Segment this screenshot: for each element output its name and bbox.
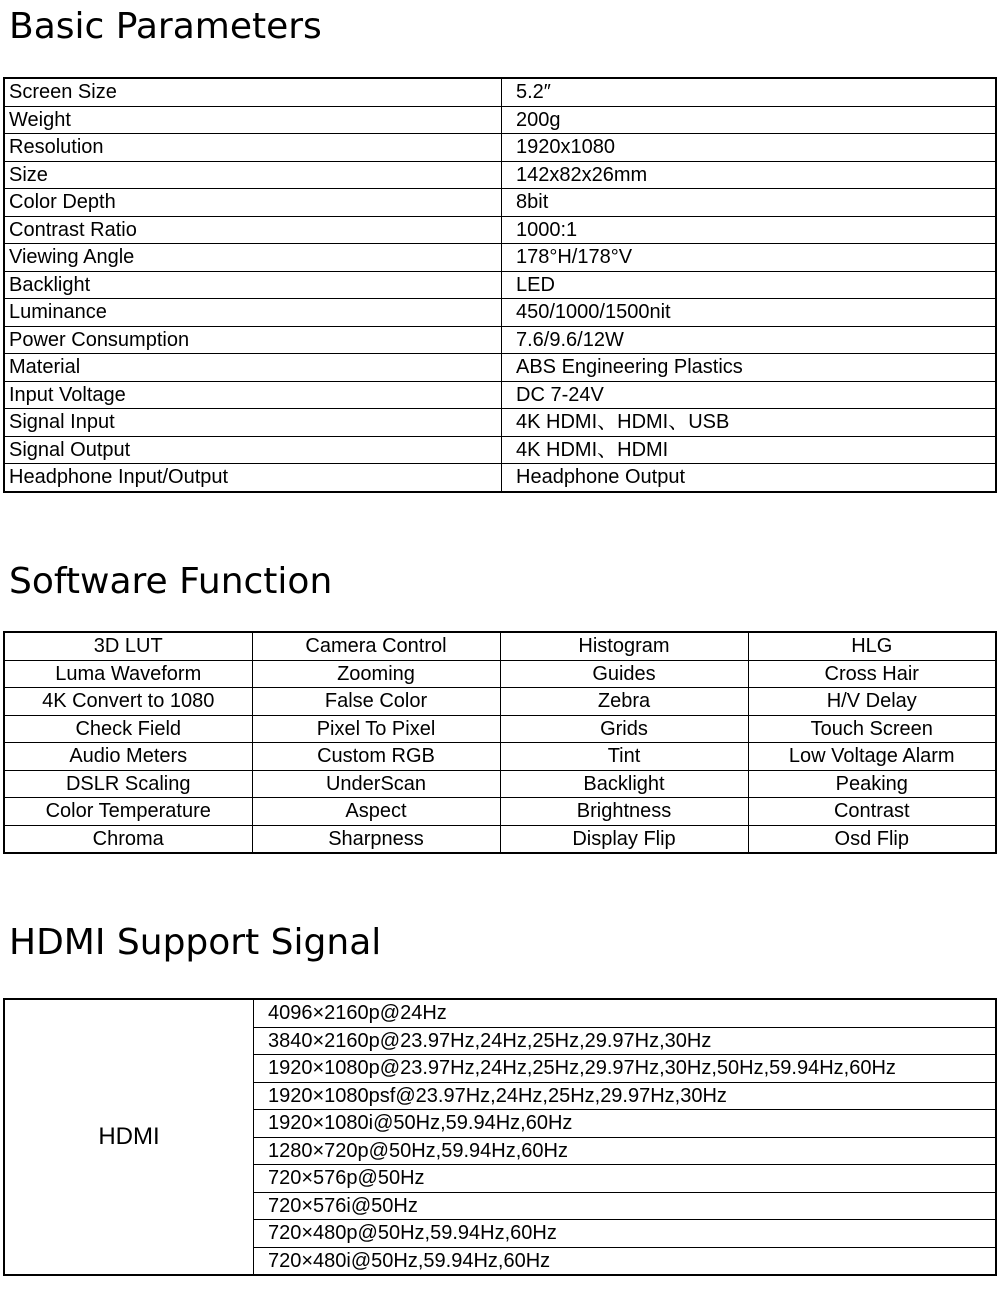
- software-function-title: Software Function: [9, 561, 333, 602]
- parameter-name: Resolution: [4, 134, 502, 162]
- basic-parameters-body: [4, 78, 996, 492]
- parameter-name: Backlight: [4, 271, 502, 299]
- function-cell: Custom RGB: [252, 743, 500, 771]
- function-cell: False Color: [252, 688, 500, 716]
- function-cell: H/V Delay: [748, 688, 996, 716]
- function-cell: Camera Control: [252, 632, 500, 660]
- function-cell: HLG: [748, 632, 996, 660]
- hdmi-support-title: HDMI Support Signal: [9, 922, 382, 963]
- basic-parameters-title: Basic Parameters: [9, 6, 322, 47]
- parameter-name: Luminance: [4, 299, 502, 327]
- hdmi-support-table: [3, 998, 997, 1276]
- function-cell: 4K Convert to 1080: [4, 688, 252, 716]
- parameter-value: 1000:1: [502, 216, 997, 244]
- function-cell: Display Flip: [500, 825, 748, 853]
- parameter-value: LED: [502, 271, 997, 299]
- parameter-name: Input Voltage: [4, 381, 502, 409]
- parameter-value: 200g: [502, 106, 997, 134]
- hdmi-label: HDMI: [4, 999, 254, 1275]
- parameter-value: 8bit: [502, 189, 997, 217]
- function-cell: Audio Meters: [4, 743, 252, 771]
- signal-format: 1920×1080psf@23.97Hz,24Hz,25Hz,29.97Hz,30Hz: [254, 1082, 997, 1110]
- parameter-value: 7.6/9.6/12W: [502, 326, 997, 354]
- function-cell: 3D LUT: [4, 632, 252, 660]
- software-function-body: [4, 632, 996, 853]
- table-row: [4, 464, 996, 492]
- parameter-name: Signal Input: [4, 409, 502, 437]
- parameter-name: Material: [4, 354, 502, 382]
- parameter-name: Weight: [4, 106, 502, 134]
- table-row: [4, 326, 996, 354]
- table-row: [4, 798, 996, 826]
- table-row: [4, 106, 996, 134]
- parameter-value: 1920x1080: [502, 134, 997, 162]
- table-row: [4, 78, 996, 106]
- signal-format: 720×480i@50Hz,59.94Hz,60Hz: [254, 1247, 997, 1275]
- function-cell: Pixel To Pixel: [252, 715, 500, 743]
- table-row: [4, 688, 996, 716]
- table-row: [4, 436, 996, 464]
- table-row: [4, 299, 996, 327]
- signal-format: 3840×2160p@23.97Hz,24Hz,25Hz,29.97Hz,30Hz: [254, 1027, 997, 1055]
- parameter-value: 4K HDMI、HDMI: [502, 436, 997, 464]
- function-cell: Touch Screen: [748, 715, 996, 743]
- table-row: [4, 715, 996, 743]
- signal-format: 720×480p@50Hz,59.94Hz,60Hz: [254, 1220, 997, 1248]
- function-cell: DSLR Scaling: [4, 770, 252, 798]
- table-row: [4, 743, 996, 771]
- parameter-name: Headphone Input/Output: [4, 464, 502, 492]
- table-row: [4, 409, 996, 437]
- parameter-name: Power Consumption: [4, 326, 502, 354]
- function-cell: Osd Flip: [748, 825, 996, 853]
- signal-format: 1920×1080i@50Hz,59.94Hz,60Hz: [254, 1110, 997, 1138]
- function-cell: Aspect: [252, 798, 500, 826]
- basic-parameters-table: [3, 77, 997, 493]
- function-cell: Luma Waveform: [4, 660, 252, 688]
- table-row: [4, 770, 996, 798]
- parameter-value: 4K HDMI、HDMI、USB: [502, 409, 997, 437]
- parameter-value: 450/1000/1500nit: [502, 299, 997, 327]
- parameter-value: DC 7-24V: [502, 381, 997, 409]
- parameter-name: Viewing Angle: [4, 244, 502, 272]
- function-cell: Grids: [500, 715, 748, 743]
- parameter-name: Color Depth: [4, 189, 502, 217]
- function-cell: Peaking: [748, 770, 996, 798]
- function-cell: Chroma: [4, 825, 252, 853]
- function-cell: Color Temperature: [4, 798, 252, 826]
- function-cell: Histogram: [500, 632, 748, 660]
- table-row: [4, 632, 996, 660]
- parameter-name: Screen Size: [4, 78, 502, 106]
- table-row: [4, 134, 996, 162]
- table-row: [4, 189, 996, 217]
- function-cell: UnderScan: [252, 770, 500, 798]
- function-cell: Cross Hair: [748, 660, 996, 688]
- table-row: [4, 381, 996, 409]
- table-row: [4, 354, 996, 382]
- parameter-name: Contrast Ratio: [4, 216, 502, 244]
- software-function-table: [3, 631, 997, 854]
- parameter-value: 5.2″: [502, 78, 997, 106]
- table-row: [4, 216, 996, 244]
- signal-format: 720×576p@50Hz: [254, 1165, 997, 1193]
- table-row: [4, 660, 996, 688]
- hdmi-support-body: [4, 999, 996, 1275]
- table-row: [4, 244, 996, 272]
- function-cell: Backlight: [500, 770, 748, 798]
- parameter-value: 178°H/178°V: [502, 244, 997, 272]
- function-cell: Check Field: [4, 715, 252, 743]
- function-cell: Sharpness: [252, 825, 500, 853]
- function-cell: Tint: [500, 743, 748, 771]
- table-row: [4, 999, 996, 1027]
- parameter-value: 142x82x26mm: [502, 161, 997, 189]
- signal-format: 1280×720p@50Hz,59.94Hz,60Hz: [254, 1137, 997, 1165]
- function-cell: Zebra: [500, 688, 748, 716]
- parameter-value: Headphone Output: [502, 464, 997, 492]
- signal-format: 720×576i@50Hz: [254, 1192, 997, 1220]
- function-cell: Contrast: [748, 798, 996, 826]
- parameter-name: Size: [4, 161, 502, 189]
- signal-format: 1920×1080p@23.97Hz,24Hz,25Hz,29.97Hz,30Hz,50Hz,59.94Hz,60Hz: [254, 1055, 997, 1083]
- function-cell: Zooming: [252, 660, 500, 688]
- function-cell: Low Voltage Alarm: [748, 743, 996, 771]
- parameter-value: ABS Engineering Plastics: [502, 354, 997, 382]
- table-row: [4, 161, 996, 189]
- function-cell: Guides: [500, 660, 748, 688]
- function-cell: Brightness: [500, 798, 748, 826]
- table-row: [4, 825, 996, 853]
- table-row: [4, 271, 996, 299]
- signal-format: 4096×2160p@24Hz: [254, 999, 997, 1027]
- parameter-name: Signal Output: [4, 436, 502, 464]
